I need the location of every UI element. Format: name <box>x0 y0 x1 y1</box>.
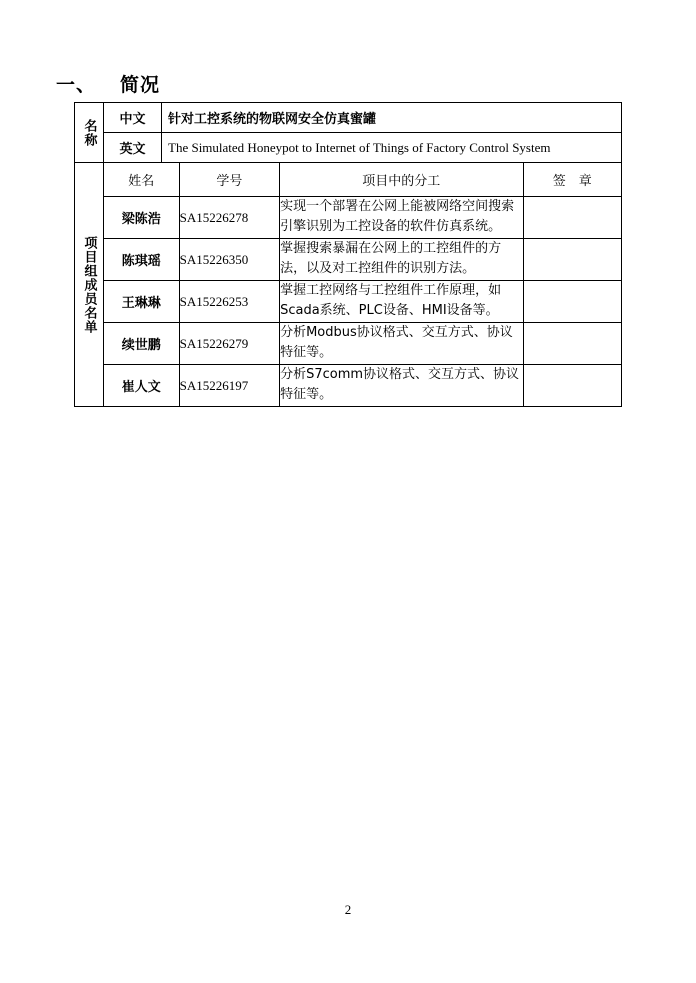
member-task: 分析Modbus协议格式、交互方式、协议特征等。 <box>280 323 523 365</box>
member-student-id: SA15226279 <box>179 323 279 365</box>
section-heading <box>56 70 160 97</box>
table-row <box>75 239 622 281</box>
header-task: 项目中的分工 <box>280 163 523 197</box>
header-student-id: 学号 <box>179 163 279 197</box>
members-label-cell <box>75 163 104 407</box>
overview-table <box>74 102 622 407</box>
member-name: 续世鹏 <box>104 323 180 365</box>
table-row <box>75 365 622 407</box>
cn-label: 中文 <box>104 103 162 133</box>
member-signature <box>523 281 621 323</box>
member-header-row <box>75 163 622 197</box>
table-row <box>75 281 622 323</box>
member-signature <box>523 197 621 239</box>
table-row <box>75 197 622 239</box>
header-name: 姓名 <box>104 163 180 197</box>
member-student-id: SA15226253 <box>179 281 279 323</box>
member-student-id: SA15226197 <box>179 365 279 407</box>
member-signature <box>523 365 621 407</box>
member-name: 陈琪瑶 <box>104 239 180 281</box>
en-title-row <box>75 133 622 163</box>
member-task: 掌握搜索暴漏在公网上的工控组件的方法，以及对工控组件的识别方法。 <box>280 239 523 281</box>
member-task: 掌握工控网络与工控组件工作原理，如Scada系统、PLC设备、HMI设备等。 <box>280 281 523 323</box>
member-signature <box>523 323 621 365</box>
header-signature: 签 章 <box>523 163 621 197</box>
section-title: 简况 <box>120 74 161 96</box>
cn-title: 针对工控系统的物联网安全仿真蜜罐 <box>162 103 622 133</box>
cn-title-row <box>75 103 622 133</box>
members-vertical-label: 项目组成员名单 <box>81 235 97 334</box>
table-row <box>75 323 622 365</box>
name-label-cell <box>75 103 104 163</box>
member-student-id: SA15226278 <box>179 197 279 239</box>
member-name: 崔人文 <box>104 365 180 407</box>
member-task: 实现一个部署在公网上能被网络空间搜索引擎识别为工控设备的软件仿真系统。 <box>280 197 523 239</box>
member-signature <box>523 239 621 281</box>
page-number: 2 <box>344 902 352 917</box>
en-label: 英文 <box>104 133 162 163</box>
name-vertical-label: 名称 <box>81 118 97 147</box>
en-title: The Simulated Honeypot to Internet of Things of Factory Control System <box>162 133 622 163</box>
section-number: 一、 <box>56 74 97 96</box>
member-name: 梁陈浩 <box>104 197 180 239</box>
member-student-id: SA15226350 <box>179 239 279 281</box>
member-task: 分析S7comm协议格式、交互方式、协议特征等。 <box>280 365 523 407</box>
member-name: 王琳琳 <box>104 281 180 323</box>
